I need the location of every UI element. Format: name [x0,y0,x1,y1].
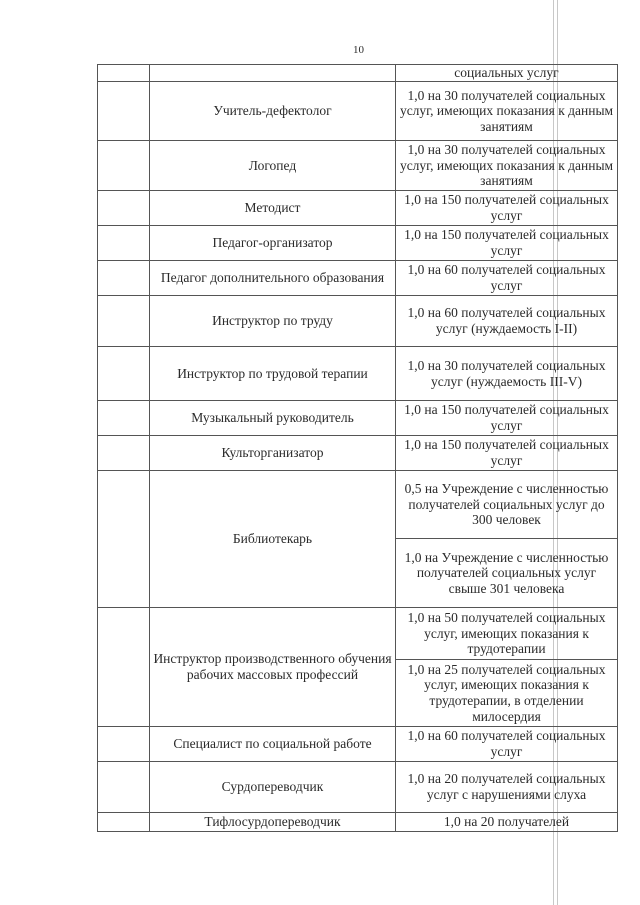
row-number-cell [98,762,150,813]
staffing-norms-table [97,64,618,832]
table-row [98,261,618,296]
norm-cell: 1,0 на 150 получателей социальных услуг [396,436,618,471]
table-row [98,296,618,347]
row-number-cell [98,82,150,141]
row-number-cell [98,141,150,191]
norm-cell: 1,0 на 20 получателей социальных услуг с нарушениями слуха [396,762,618,813]
position-cell: Методист [150,191,396,226]
position-cell [150,65,396,82]
norm-cell: социальных услуг [396,65,618,82]
table-row [98,141,618,191]
position-cell: Сурдопереводчик [150,762,396,813]
row-number-cell [98,296,150,347]
position-cell: Учитель-дефектолог [150,82,396,141]
table-row [98,608,618,660]
table-row [98,191,618,226]
table-row [98,436,618,471]
table-row [98,727,618,762]
position-cell: Библиотекарь [150,471,396,608]
position-cell: Инструктор производственного обучения рабочих массовых профессий [150,608,396,727]
norm-cell: 1,0 на 150 получателей социальных услуг [396,191,618,226]
page-number: 10 [353,44,364,56]
norm-cell: 1,0 на 50 получателей социальных услуг, имеющих показания к трудотерапии [396,608,618,660]
position-cell: Музыкальный руководитель [150,401,396,436]
norm-cell: 1,0 на 150 получателей социальных услуг [396,226,618,261]
table-row [98,762,618,813]
row-number-cell [98,65,150,82]
norm-cell: 1,0 на 30 получателей социальных услуг, имеющих показания к данным занятиям [396,82,618,141]
row-number-cell [98,347,150,401]
norm-cell: 1,0 на 150 получателей социальных услуг [396,401,618,436]
position-cell: Логопед [150,141,396,191]
position-cell: Инструктор по трудовой терапии [150,347,396,401]
norm-cell: 1,0 на 20 получателей [396,813,618,832]
row-number-cell [98,191,150,226]
row-number-cell [98,401,150,436]
position-cell: Инструктор по труду [150,296,396,347]
norm-cell: 1,0 на 25 получателей социальных услуг, имеющих показания к трудотерапии, в отделении милосердия [396,660,618,727]
row-number-cell [98,226,150,261]
table-row [98,471,618,539]
table-row [98,347,618,401]
row-number-cell [98,727,150,762]
norm-cell: 0,5 на Учреждение с численностью получателей социальных услуг до 300 человек [396,471,618,539]
norm-cell: 1,0 на Учреждение с численностью получателей социальных услуг свыше 301 человека [396,539,618,608]
row-number-cell [98,608,150,727]
position-cell: Педагог дополнительного образования [150,261,396,296]
table-row [98,813,618,832]
table-row [98,226,618,261]
position-cell: Специалист по социальной работе [150,727,396,762]
row-number-cell [98,471,150,608]
norm-cell: 1,0 на 60 получателей социальных услуг (нуждаемость I-II) [396,296,618,347]
row-number-cell [98,436,150,471]
row-number-cell [98,261,150,296]
norm-cell: 1,0 на 30 получателей социальных услуг, имеющих показания к данным занятиям [396,141,618,191]
row-number-cell [98,813,150,832]
table-row [98,401,618,436]
norm-cell: 1,0 на 30 получателей социальных услуг (нуждаемость III-V) [396,347,618,401]
table-row [98,65,618,82]
norm-cell: 1,0 на 60 получателей социальных услуг [396,727,618,762]
table-row [98,82,618,141]
position-cell: Педагог-организатор [150,226,396,261]
position-cell: Культорганизатор [150,436,396,471]
position-cell: Тифлосурдопереводчик [150,813,396,832]
norm-cell: 1,0 на 60 получателей социальных услуг [396,261,618,296]
